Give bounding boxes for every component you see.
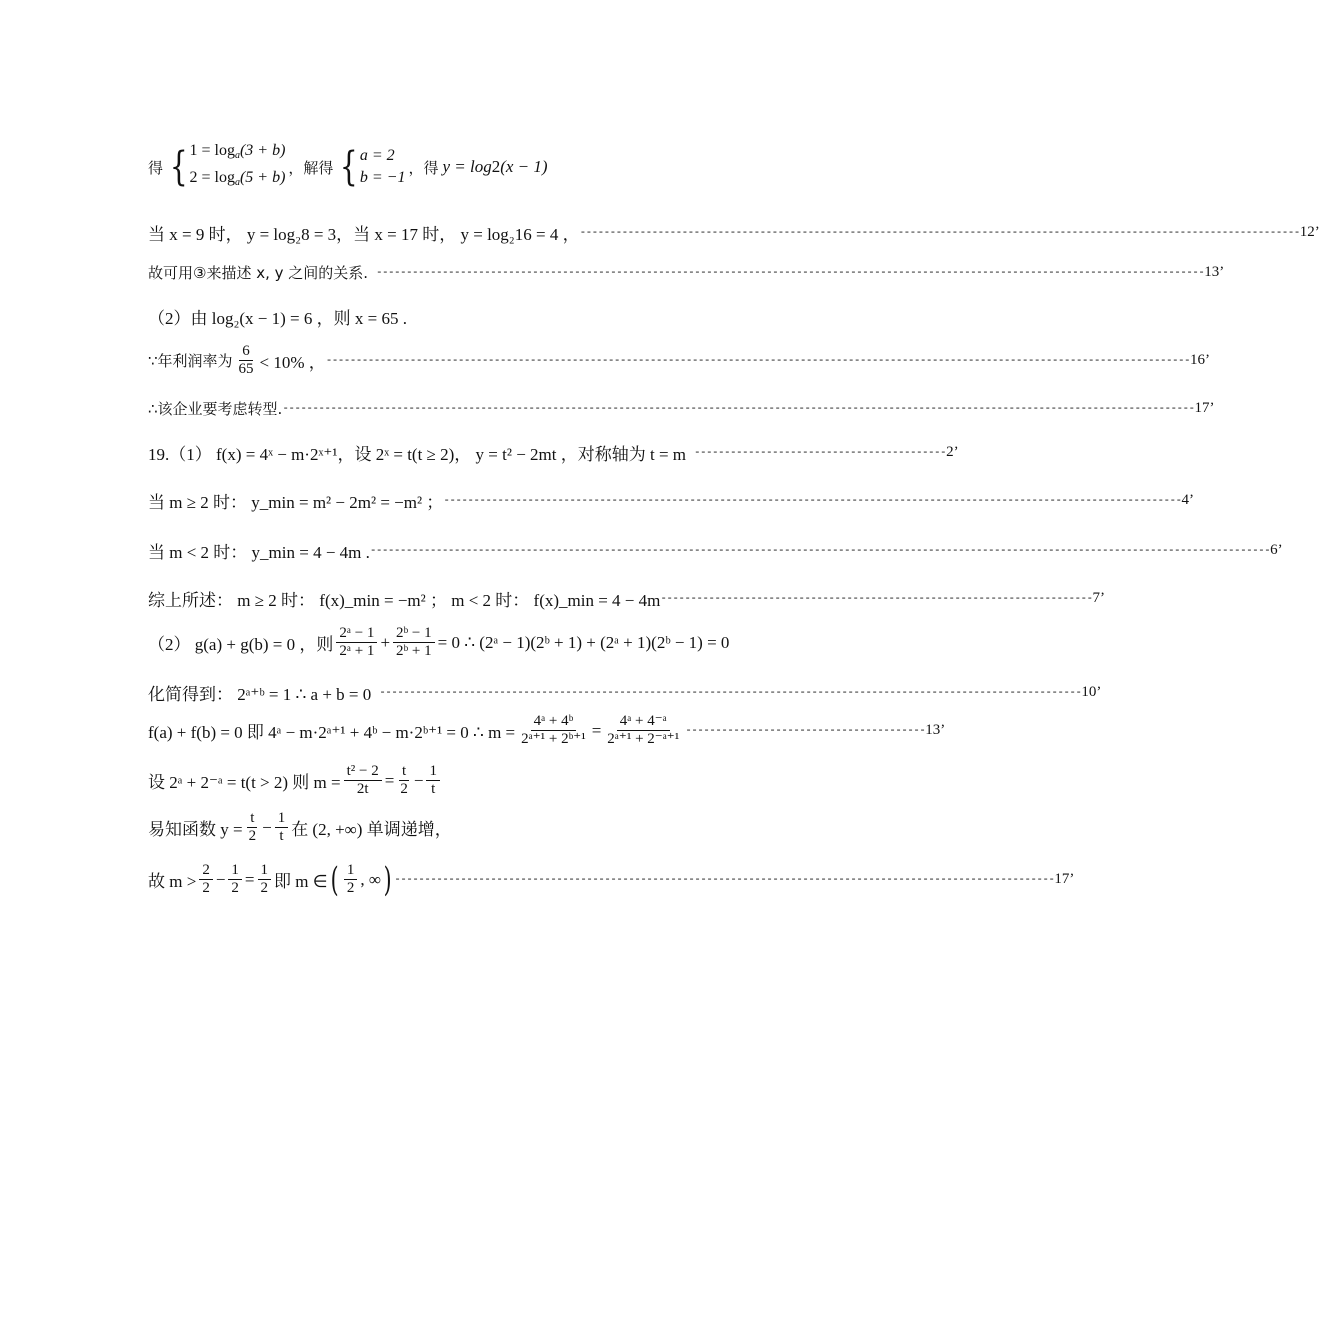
dash-leader: ------------------------------------------------------------------------: [660, 592, 1093, 605]
equals-sign: =: [591, 720, 602, 740]
numerator: 2ᵇ − 1: [393, 625, 435, 643]
fraction-2: [604, 713, 682, 748]
result-fn: y = log: [442, 157, 492, 176]
result-sub: 2: [491, 157, 501, 176]
dash-leader: ---------------------------------------------------------------------------------------------------------------------: [379, 686, 1082, 699]
log-base-a: a: [234, 150, 240, 161]
fraction-1: [336, 625, 377, 660]
line-substitution: [148, 763, 443, 798]
denominator: 2: [400, 781, 408, 797]
line-case-m-ge-2: [148, 488, 1194, 513]
fraction-1: [246, 810, 260, 845]
score-mark: 10’: [1081, 684, 1102, 700]
score-mark: 2’: [946, 444, 959, 460]
text-tail: , ∞: [360, 869, 381, 889]
line-final-answer: [148, 859, 1075, 900]
fraction-2: [393, 625, 435, 660]
denominator: 2: [202, 880, 210, 896]
log-base-a-2: a: [234, 177, 240, 188]
dash-leader: ------------------------------------------: [694, 446, 947, 459]
minus-sign: −: [215, 869, 226, 889]
fraction: [236, 343, 257, 378]
line-case-m-lt-2: [148, 538, 1283, 563]
numerator: 2ᵃ − 1: [336, 625, 377, 643]
line-m-expression: [148, 713, 946, 748]
numerator: 1: [426, 763, 440, 781]
line-monotonic: [148, 810, 452, 845]
text: ∴该企业要考虑转型.: [148, 400, 283, 418]
open-paren: (: [330, 859, 339, 900]
line-conclusion-1: [148, 262, 1225, 283]
denominator: 2t: [356, 781, 369, 797]
text: （2）由 log₂(x − 1) = 6 ，则 x = 65 .: [148, 309, 407, 328]
text-de: 得: [148, 158, 164, 177]
plus-sign: +: [380, 632, 391, 652]
line-conclusion-2: [148, 398, 1215, 419]
fraction-1: [518, 713, 589, 748]
fraction-2: [228, 862, 242, 897]
text-post: < 10% ，: [259, 353, 326, 372]
denominator: 65: [238, 361, 254, 377]
fraction-2: [397, 763, 411, 798]
text-pre: f(a) + f(b) = 0 即 4ᵃ − m·2ᵃ⁺¹ + 4ᵇ − m·2ᵇ⁺¹ = 0 ∴ m =: [148, 723, 516, 742]
score-mark: 17’: [1054, 871, 1075, 887]
denominator: 2: [260, 880, 268, 896]
numerator: t² − 2: [344, 763, 382, 781]
line-simplify: [148, 680, 1102, 705]
solution-b: b = −1: [359, 169, 406, 186]
text-de2: ，得: [408, 158, 439, 177]
equation-system-1: { $1 = \log_a(3 + b)$ $2 = \log_a(5 + b)$: [169, 142, 286, 190]
text: 化简得到： 2ᵃ⁺ᵇ = 1 ∴ a + b = 0: [148, 685, 372, 704]
dash-leader: ------------------------------------------------------------------------------------------------------------------------------------------------: [325, 354, 1190, 367]
line-q19-part2: [148, 625, 729, 660]
text-pre: 故 m >: [148, 872, 197, 891]
text-pre: 易知函数 y =: [148, 820, 243, 839]
equals-sign: =: [244, 869, 255, 889]
result-arg: (x − 1): [500, 157, 548, 176]
text-post: = 0 ∴ (2ᵃ − 1)(2ᵇ + 1) + (2ᵃ + 1)(2ᵇ − 1) = 0: [437, 632, 730, 652]
denominator: 2: [248, 828, 257, 844]
score-mark: 13’: [925, 722, 946, 738]
text: 当 m ≥ 2 时： y_min = m² − 2m² = −m² ；: [148, 493, 444, 512]
numerator: t: [399, 763, 409, 781]
text-post: 在 (2, +∞) 单调递增，: [291, 820, 452, 839]
text: 当 x = 9 时， y = log₂8 = 3，当 x = 17 时， y = log₂16 = 4 ，: [148, 225, 580, 244]
eq-row-1-arg: (3 + b): [239, 142, 286, 159]
denominator: t: [431, 781, 436, 797]
text-pre: ∵年利润率为: [148, 352, 233, 370]
fraction-3: [258, 862, 272, 897]
score-mark: 16’: [1189, 352, 1210, 368]
fraction-1: [199, 862, 213, 897]
dash-leader: ------------------------------------------------------------------------------------------------------------------------------------------: [376, 266, 1205, 279]
denominator: 2ᵃ⁺¹ + 2ᵇ⁺¹: [521, 731, 586, 747]
line-system-solve: [148, 140, 548, 194]
score-mark: 13’: [1204, 264, 1225, 280]
fraction-3: [426, 763, 440, 798]
text-mid: 即 m ∈: [274, 872, 328, 891]
text-pre: （2） g(a) + g(b) = 0 ，则: [148, 635, 334, 654]
numerator: 4ᵃ + 4ᵇ: [531, 713, 577, 731]
numerator: 1: [344, 862, 358, 880]
denominator: t: [279, 828, 284, 844]
dash-leader: ------------------------------------------------------------------------------------------------------------------------: [579, 226, 1300, 239]
numerator: 4ᵃ + 4⁻ᵃ: [617, 713, 670, 731]
dash-leader: ------------------------------------------------------------------------------------------------------------------------------------------------------: [369, 544, 1271, 557]
eq-row-2: 2 = log: [189, 169, 235, 186]
minus-sign: −: [262, 817, 272, 837]
score-mark: 4’: [1181, 492, 1194, 508]
solution-a: a = 2: [359, 147, 395, 164]
denominator: 2: [346, 880, 355, 896]
numerator: 1: [275, 810, 289, 828]
line-part2: [148, 304, 407, 329]
dash-leader: ----------------------------------------: [685, 724, 926, 737]
equation-system-2: { a = 2 b = −1: [340, 144, 406, 190]
text-pre: 设 2ᵃ + 2⁻ᵃ = t(t > 2) 则 m =: [148, 773, 341, 792]
line-check-values: [148, 220, 1320, 245]
dash-leader: --------------------------------------------------------------------------------------------------------------------------------------------------------: [282, 402, 1195, 415]
denominator: 2ᵃ⁺¹ + 2⁻ᵃ⁺¹: [607, 731, 680, 747]
numerator: 2: [199, 862, 213, 880]
text: 故可用③来描述 x, y 之间的关系.: [148, 264, 369, 282]
fraction-1: [344, 763, 382, 798]
dash-leader: ---------------------------------------------------------------------------------------------------------------------------: [443, 494, 1182, 507]
denominator: 2ᵇ + 1: [396, 643, 432, 659]
fraction-2: [275, 810, 289, 845]
numerator: 1: [258, 862, 272, 880]
equals-sign: =: [384, 770, 395, 790]
denominator: 2ᵃ + 1: [339, 643, 375, 659]
line-summary: [148, 586, 1105, 611]
score-mark: 7’: [1092, 590, 1105, 606]
numerator: t: [247, 810, 257, 828]
score-mark: 6’: [1270, 542, 1283, 558]
fraction-4: [344, 862, 358, 897]
eq-row-2-arg: (5 + b): [239, 169, 286, 186]
text: 当 m < 2 时： y_min = 4 − 4m .: [148, 543, 370, 562]
numerator: 6: [239, 343, 253, 361]
eq-row-1: 1 = log: [189, 142, 235, 159]
line-profit-rate: [148, 343, 1210, 378]
text-jiede: ，解得: [288, 158, 334, 177]
denominator: 2: [231, 880, 239, 896]
score-mark: 17’: [1194, 400, 1215, 416]
numerator: 1: [228, 862, 242, 880]
dash-leader: --------------------------------------------------------------------------------------------------------------: [394, 873, 1055, 886]
text: 19.（1） f(x) = 4ˣ − m·2ˣ⁺¹，设 2ˣ = t(t ≥ 2)， y = t² − 2mt ，对称轴为 t = m: [148, 445, 687, 464]
close-paren: ): [383, 859, 392, 900]
minus-sign: −: [413, 770, 424, 790]
text: 综上所述： m ≥ 2 时： f(x)_min = −m² ； m < 2 时： f(x)_min = 4 − 4m: [148, 591, 661, 610]
score-mark: 12’: [1299, 224, 1320, 240]
line-q19-part1: [148, 440, 959, 465]
